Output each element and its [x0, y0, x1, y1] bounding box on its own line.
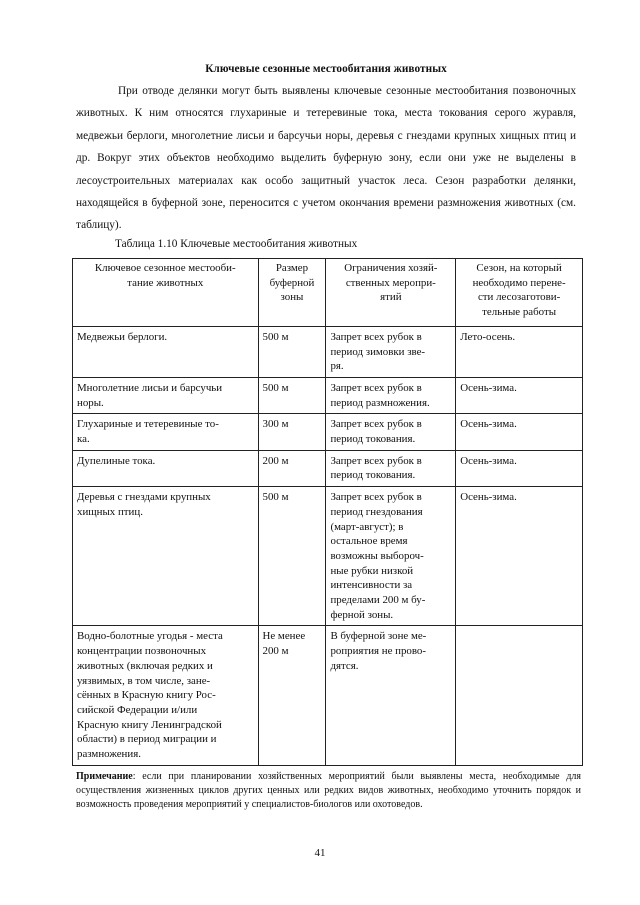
cell-buffer-size: 500 м: [258, 377, 326, 413]
cell-season: Осень-зима.: [456, 450, 583, 486]
cell-habitat: Водно-болотные угодья - места концентрации позвоночных животных (включая редких и уязвимых, в том числе, зане- сённых в Красную книгу Рос- сийской Федерации и/или Красную книгу Ленинградской области) в период миграции и размножения.: [73, 626, 259, 765]
table-row: [73, 377, 583, 413]
cell-restrictions: Запрет всех рубок в период токования.: [326, 450, 456, 486]
table-caption: Таблица 1.10 Ключевые местообитания животных: [115, 238, 358, 250]
column-header-habitat: Ключевое сезонное местооби- тание животных: [73, 259, 259, 327]
table-header-row: [73, 259, 583, 327]
note-text: : если при планировании хозяйственных мероприятий были выявлены места, необходимые для осуществления жизненных циклов других ценных или редких видов животных, необходимо уточнить порядок и возможность проведения мероприятий у специалистов-биологов или охотоведов.: [76, 771, 581, 810]
cell-season: [456, 626, 583, 765]
cell-season: Лето-осень.: [456, 326, 583, 377]
cell-habitat: Многолетние лисьи и барсучьи норы.: [73, 377, 259, 413]
cell-restrictions: В буферной зоне ме- роприятия не прово- дятся.: [326, 626, 456, 765]
intro-paragraph-text: При отводе делянки могут быть выявлены ключевые сезонные местообитания позвоночных животных. К ним относятся глухариные и тетеревиные тока, места токования серого журавля, медвежьи берлоги, многолетние лисьи и барсучьи норы, деревья с гнездами крупных хищных птиц и др. Вокруг этих объектов необходимо выделить буферную зону, если они уже не выделены в лесоустроительных материалах как особо защитный участок леса. Сезон разработки делянки, находящейся в буферной зоне, переносится с учетом окончания времени размножения животных (см. таблицу).: [76, 85, 576, 232]
column-header-buffer-size: Размер буферной зоны: [258, 259, 326, 327]
cell-buffer-size: 200 м: [258, 450, 326, 486]
table-note: [76, 770, 581, 812]
column-header-restrictions: Ограничения хозяй- ственных меропри- ятий: [326, 259, 456, 327]
table-row: [73, 487, 583, 626]
section-heading: Ключевые сезонные местообитания животных: [205, 63, 447, 75]
cell-habitat: Медвежьи берлоги.: [73, 326, 259, 377]
table-row: [73, 626, 583, 765]
cell-buffer-size: 300 м: [258, 414, 326, 450]
cell-restrictions: Запрет всех рубок в период токования.: [326, 414, 456, 450]
cell-season: Осень-зима.: [456, 414, 583, 450]
cell-habitat: Глухариные и тетеревиные то- ка.: [73, 414, 259, 450]
table-row: [73, 450, 583, 486]
cell-buffer-size: 500 м: [258, 326, 326, 377]
cell-season: Осень-зима.: [456, 377, 583, 413]
intro-paragraph: [76, 80, 576, 237]
note-label: Примечание: [76, 771, 133, 782]
cell-restrictions: Запрет всех рубок в период гнездования (март-август); в остальное время возможны выбороч- ные рубки низкой интенсивности за пределами 200 м бу- ферной зоны.: [326, 487, 456, 626]
cell-restrictions: Запрет всех рубок в период размножения.: [326, 377, 456, 413]
cell-season: Осень-зима.: [456, 487, 583, 626]
column-header-season: Сезон, на который необходимо перене- сти лесозаготови- тельные работы: [456, 259, 583, 327]
table-row: [73, 326, 583, 377]
cell-buffer-size: Не менее 200 м: [258, 626, 326, 765]
cell-habitat: Дупелиные тока.: [73, 450, 259, 486]
cell-buffer-size: 500 м: [258, 487, 326, 626]
page-number: 41: [314, 847, 326, 859]
cell-habitat: Деревья с гнездами крупных хищных птиц.: [73, 487, 259, 626]
cell-restrictions: Запрет всех рубок в период зимовки зве- ря.: [326, 326, 456, 377]
habitat-table: [72, 258, 583, 766]
table-row: [73, 414, 583, 450]
